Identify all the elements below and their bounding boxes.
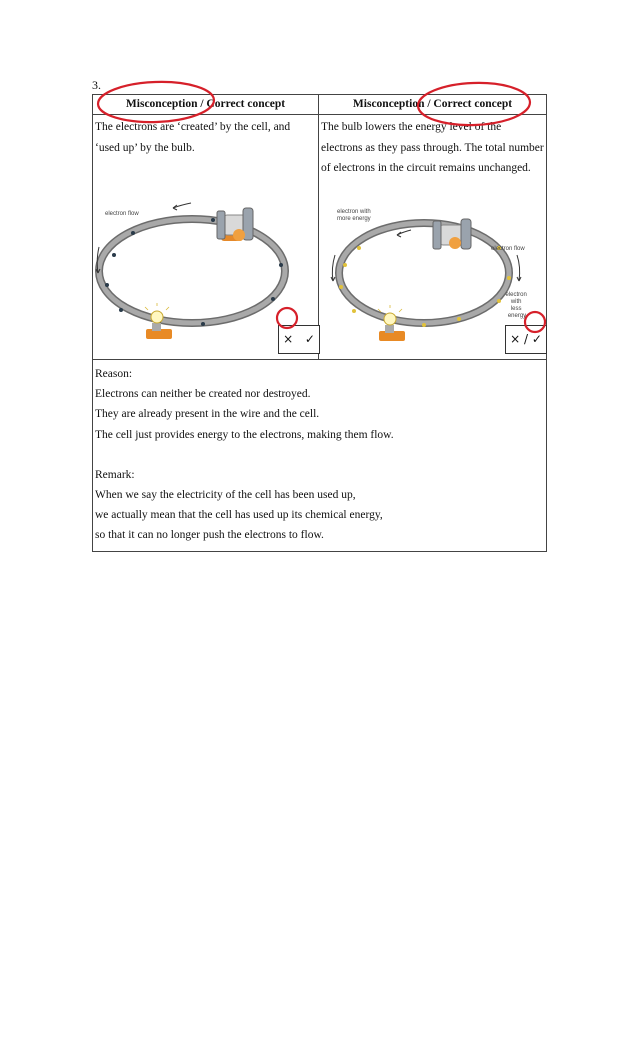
reason-cell	[93, 360, 547, 552]
reason-line: When we say the electricity of the cell has been used up,	[95, 489, 356, 502]
reason-text	[93, 360, 546, 551]
circuit-diagram-left	[93, 115, 319, 359]
cross-mark: ×	[283, 332, 294, 346]
circuit-diagram-right	[319, 115, 547, 359]
reason-line: Electrons can neither be created nor destroyed.	[95, 388, 311, 401]
mark-box-left[interactable]	[278, 325, 320, 354]
reason-line: Reason:	[95, 368, 133, 380]
reason-line: Remark:	[95, 468, 135, 481]
electron-flow-label: electron flow	[491, 246, 525, 252]
tick-mark: ✓	[304, 332, 315, 346]
cross-mark: ×	[510, 332, 521, 346]
mark-separator: /	[296, 332, 302, 346]
mark-box-right[interactable]	[505, 325, 547, 354]
mark-separator: /	[523, 332, 529, 346]
tick-mark: ✓	[531, 332, 542, 346]
question-number: 3.	[92, 78, 101, 92]
electron-flow-label: electron flow	[105, 211, 139, 217]
reason-line	[95, 445, 544, 465]
reason-line: so that it can no longer push the electrons to flow.	[95, 529, 324, 542]
cell-right	[319, 115, 547, 360]
reason-line: They are already present in the wire and the cell.	[95, 408, 320, 421]
reason-line: we actually mean that the cell has used up its chemical energy,	[95, 509, 383, 522]
concept-table	[92, 94, 547, 552]
cell-left	[93, 115, 319, 360]
less-energy-label: electron with less energy	[505, 292, 527, 319]
left-statement: The electrons are ‘created’ by the cell, and ‘used up’ by the bulb.	[95, 121, 291, 154]
more-energy-label: electron with more energy	[337, 209, 371, 222]
cell-battery	[217, 208, 253, 241]
reason-line: The cell just provides energy to the electrons, making them flow.	[95, 428, 394, 441]
header-right: Misconception / Correct concept	[319, 95, 547, 115]
header-left: Misconception / Correct concept	[93, 95, 319, 115]
right-statement: The bulb lowers the energy level of the electrons as they pass through. The total number of electrons in the circuit remains unchanged.	[321, 121, 544, 174]
